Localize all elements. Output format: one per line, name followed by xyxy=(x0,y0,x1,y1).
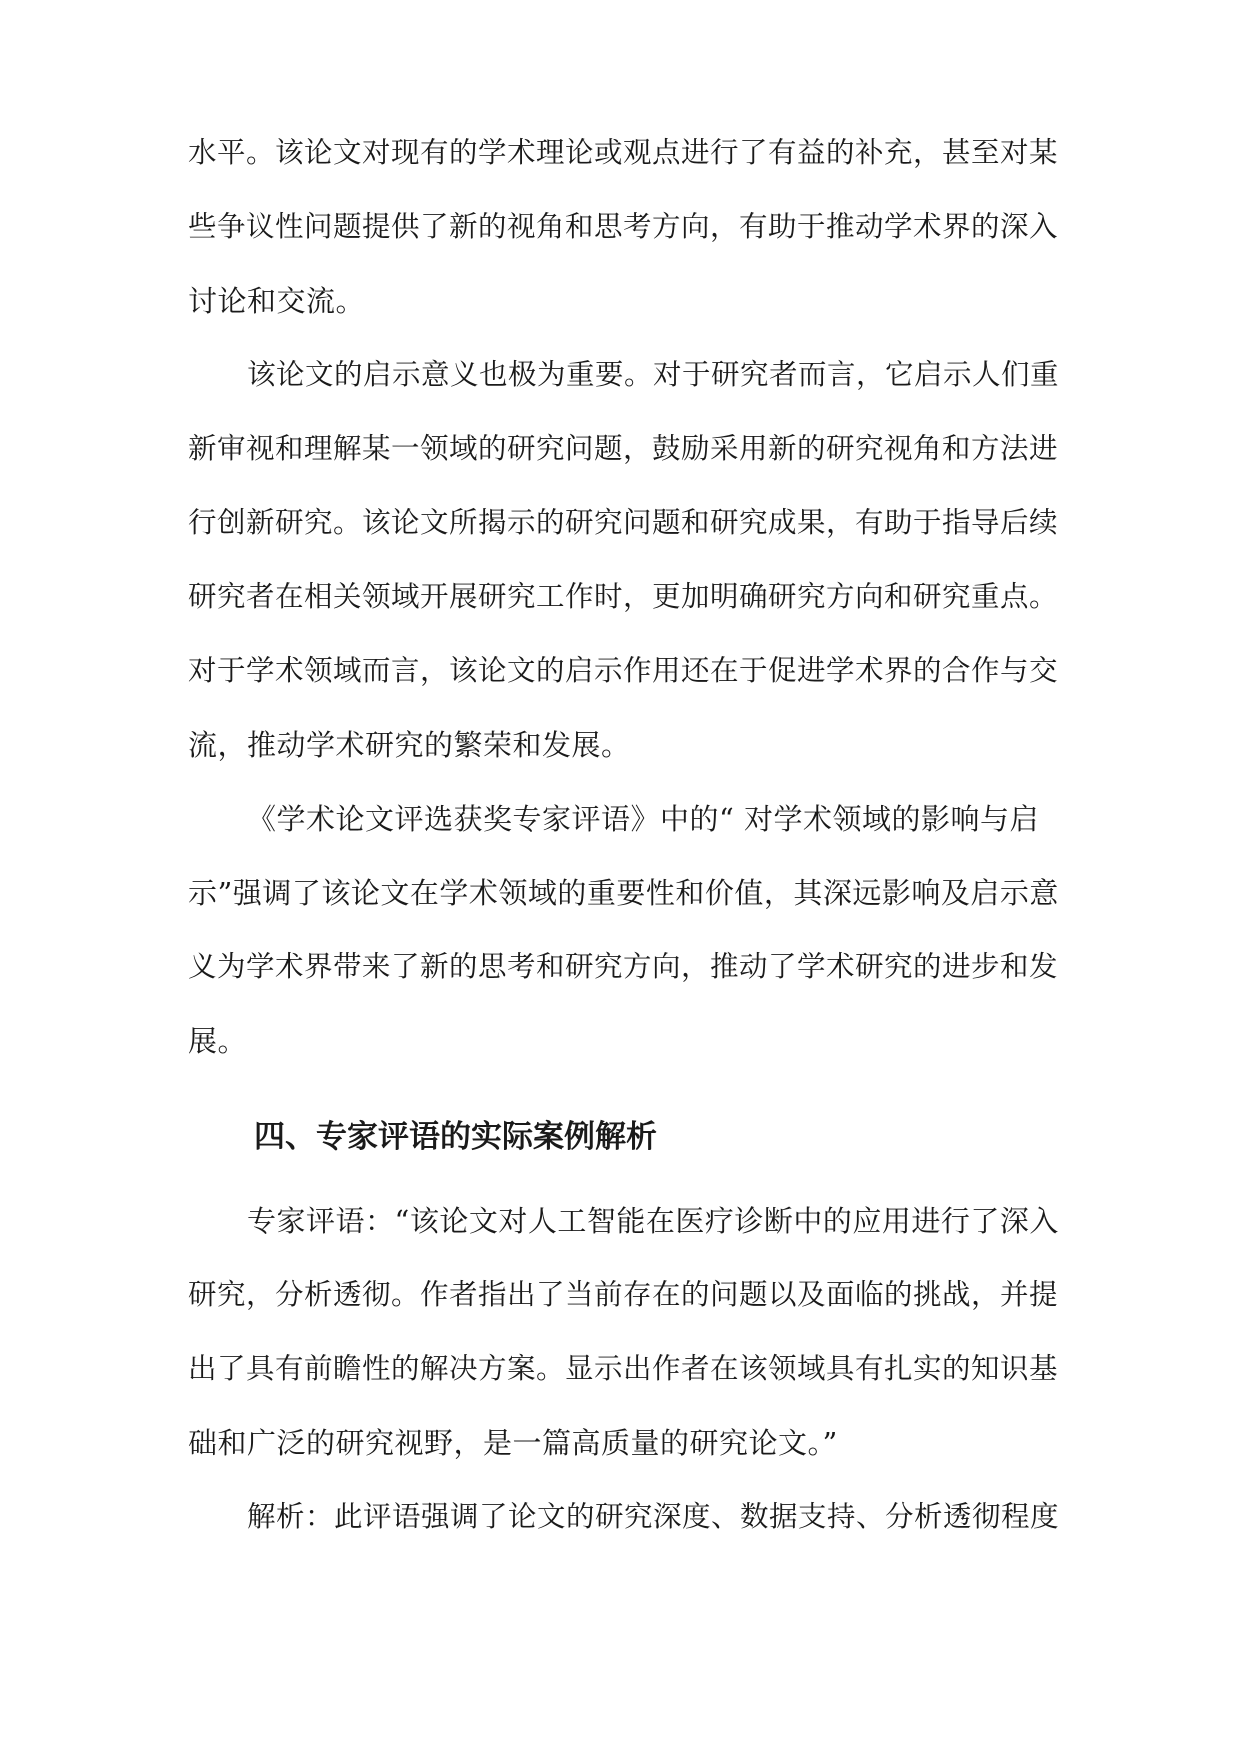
paragraph-2-line-4: 研究者在相关领域开展研究工作时，更加明确研究方向和研究重点。 xyxy=(188,580,1059,613)
section-heading: 四、专家评语的实际案例解析 xyxy=(254,1119,657,1155)
paragraph-3-line-3: 义为学术界带来了新的思考和研究方向，推动了学术研究的进步和发 xyxy=(188,950,1059,983)
paragraph-3-line-2: 示”强调了该论文在学术领域的重要性和价值，其深远影响及启示意 xyxy=(188,876,1059,910)
paragraph-3-line-1: 《学术论文评选获奖专家评语》中的“ 对学术领域的影响与启 xyxy=(247,802,1040,836)
case-paragraph-1-line-2: 研究，分析透彻。作者指出了当前存在的问题以及面临的挑战，并提 xyxy=(188,1278,1059,1311)
paragraph-2-line-1: 该论文的启示意义也极为重要。对于研究者而言，它启示人们重 xyxy=(247,358,1060,391)
case-paragraph-1-line-1: 专家评语：“该论文对人工智能在医疗诊断中的应用进行了深入 xyxy=(247,1204,1059,1238)
paragraph-2-line-5: 对于学术领域而言，该论文的启示作用还在于促进学术界的合作与交 xyxy=(188,654,1059,687)
paragraph-1-line-1: 水平。该论文对现有的学术理论或观点进行了有益的补充，甚至对某 xyxy=(188,136,1059,169)
paragraph-2-line-3: 行创新研究。该论文所揭示的研究问题和研究成果，有助于指导后续 xyxy=(188,506,1059,539)
paragraph-3-line-4: 展。 xyxy=(188,1024,248,1058)
case-paragraph-1-line-4: 础和广泛的研究视野，是一篇高质量的研究论文。” xyxy=(188,1426,838,1460)
case-paragraph-1-line-3: 出了具有前瞻性的解决方案。显示出作者在该领域具有扎实的知识基 xyxy=(188,1352,1059,1385)
paragraph-1-line-3: 讨论和交流。 xyxy=(188,284,366,318)
paragraph-1-line-2: 些争议性问题提供了新的视角和思考方向，有助于推动学术界的深入 xyxy=(188,210,1059,243)
paragraph-2-line-6: 流，推动学术研究的繁荣和发展。 xyxy=(188,728,631,762)
case-paragraph-2-line-1: 解析：此评语强调了论文的研究深度、数据支持、分析透彻程度 xyxy=(247,1500,1060,1533)
paragraph-2-line-2: 新审视和理解某一领域的研究问题，鼓励采用新的研究视角和方法进 xyxy=(188,432,1059,465)
